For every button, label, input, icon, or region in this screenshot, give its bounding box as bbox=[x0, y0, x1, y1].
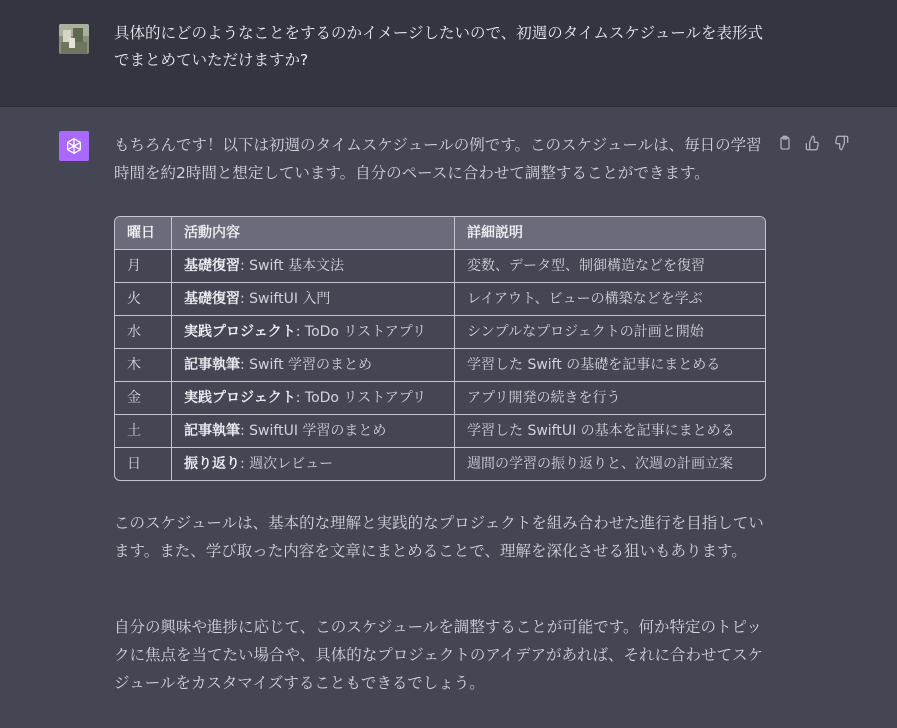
activity-cell bbox=[172, 415, 455, 448]
activity-subtitle: : Swift 学習のまとめ bbox=[240, 357, 373, 373]
table-row bbox=[115, 250, 765, 283]
user-message-text: 具体的にどのようなことをするのかイメージしたいので、初週のタイムスケジュールを表形式でまとめていただけますか? bbox=[114, 24, 763, 69]
activity-subtitle: : ToDo リストアプリ bbox=[295, 390, 427, 406]
table-row bbox=[115, 415, 765, 448]
thumbs-up-icon[interactable] bbox=[804, 134, 822, 152]
activity-subtitle: : Swift 基本文法 bbox=[240, 258, 345, 274]
activity-subtitle: : 週次レビュー bbox=[240, 456, 334, 472]
activity-title: 実践プロジェクト bbox=[184, 390, 296, 406]
activity-title: 基礎復習 bbox=[184, 291, 240, 307]
detail-cell: 週間の学習の振り返りと、次週の計画立案 bbox=[467, 456, 733, 472]
summary-paragraph: このスケジュールは、基本的な理解と実践的なプロジェクトを組み合わせた進行を目指しています。また、学び取った内容を文章にまとめることで、理解を深化させる狙いもあります。 bbox=[114, 514, 764, 560]
activity-cell bbox=[172, 349, 455, 382]
header-detail: 詳細説明 bbox=[455, 217, 765, 250]
table-header-row bbox=[115, 217, 765, 250]
day-cell: 水 bbox=[115, 316, 172, 349]
thumbs-down-icon[interactable] bbox=[832, 134, 850, 152]
activity-cell bbox=[172, 283, 455, 316]
detail-cell: 学習した SwiftUI の基本を記事にまとめる bbox=[455, 415, 765, 448]
assistant-message bbox=[0, 107, 897, 728]
activity-subtitle: : SwiftUI 学習のまとめ bbox=[240, 423, 387, 439]
closing-paragraph: 自分の興味や進捗に応じて、このスケジュールを調整することが可能です。何か特定のトピックに焦点を当てたい場合や、具体的なプロジェクトのアイデアがあれば、それに合わせてスケジュールをカスタマイズすることもできるでしょう。 bbox=[114, 618, 763, 692]
detail-cell: 変数、データ型、制御構造などを復習 bbox=[455, 250, 765, 283]
chatgpt-logo-icon bbox=[59, 131, 89, 161]
table-row bbox=[115, 349, 765, 382]
day-cell: 木 bbox=[115, 349, 172, 382]
activity-subtitle: : ToDo リストアプリ bbox=[295, 324, 427, 340]
activity-title: 記事執筆 bbox=[184, 423, 240, 439]
activity-cell bbox=[172, 382, 455, 415]
header-day: 曜日 bbox=[115, 217, 172, 250]
clipboard-icon[interactable] bbox=[776, 134, 794, 152]
detail-cell: アプリ開発の続きを行う bbox=[455, 382, 765, 415]
day-cell: 土 bbox=[115, 415, 172, 448]
table-row bbox=[115, 283, 765, 316]
activity-title: 振り返り bbox=[184, 456, 240, 472]
day-cell: 日 bbox=[115, 448, 172, 480]
activity-subtitle: : SwiftUI 入門 bbox=[240, 291, 331, 307]
detail-cell: 学習した Swift の基礎を記事にまとめる bbox=[455, 349, 765, 382]
message-actions bbox=[776, 134, 850, 152]
activity-cell bbox=[172, 250, 455, 283]
activity-cell bbox=[172, 448, 455, 480]
header-activity: 活動内容 bbox=[172, 217, 455, 250]
assistant-message-content bbox=[114, 131, 774, 692]
intro-paragraph: もちろんです！以下は初週のタイムスケジュールの例です。このスケジュールは、毎日の学習時間を約2時間と想定しています。自分のペースに合わせて調整することができます。 bbox=[114, 136, 762, 182]
detail-cell: シンプルなプロジェクトの計画と開始 bbox=[455, 316, 765, 349]
activity-title: 実践プロジェクト bbox=[184, 324, 296, 340]
day-cell: 火 bbox=[115, 283, 172, 316]
day-cell: 金 bbox=[115, 382, 172, 415]
table-row bbox=[115, 316, 765, 349]
schedule-table bbox=[114, 216, 766, 481]
user-message bbox=[0, 0, 897, 107]
table-row bbox=[115, 382, 765, 415]
activity-title: 記事執筆 bbox=[184, 357, 240, 373]
day-cell: 月 bbox=[115, 250, 172, 283]
activity-title: 基礎復習 bbox=[184, 258, 240, 274]
table-row bbox=[115, 448, 765, 480]
activity-cell bbox=[172, 316, 455, 349]
detail-cell: レイアウト、ビューの構築などを学ぶ bbox=[455, 283, 765, 316]
user-avatar bbox=[59, 24, 89, 54]
